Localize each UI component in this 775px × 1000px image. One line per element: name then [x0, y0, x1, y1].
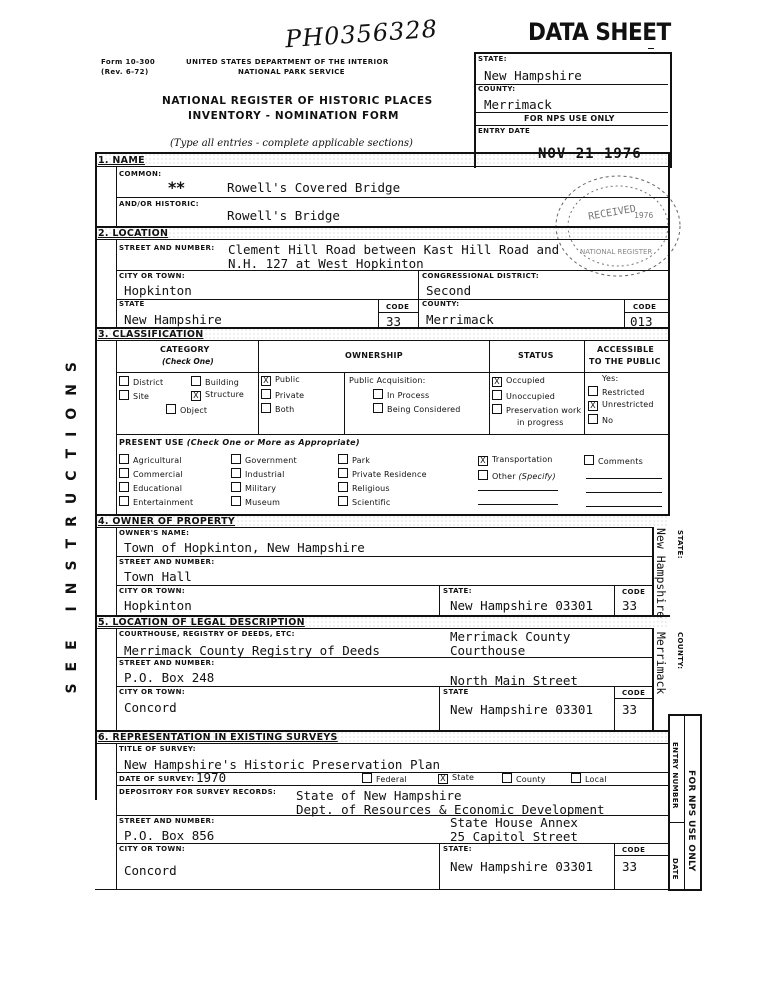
accessible-header-2: TO THE PUBLIC	[589, 357, 661, 366]
survey-state[interactable]: X State	[438, 773, 474, 784]
survey-title: New Hampshire's Historic Preservation Plan	[124, 757, 441, 772]
owner-city: Hopkinton	[124, 598, 192, 613]
legal-street: P.O. Box 248	[124, 670, 215, 685]
acq-being-considered[interactable]: Being Considered	[373, 403, 461, 414]
use-government[interactable]: Government	[231, 454, 297, 465]
survey-street: P.O. Box 856	[124, 828, 215, 843]
use-agricultural[interactable]: Agricultural	[119, 454, 182, 465]
legal-code: 33	[622, 702, 638, 717]
owner-side-state-label: STATE:	[676, 530, 684, 559]
legal-side-county: Merrimack	[654, 632, 668, 695]
stamp-register: NATIONAL REGISTER	[580, 248, 653, 256]
survey-date: 1970	[196, 770, 227, 785]
courthouse-line2a: Merrimack County	[450, 629, 571, 644]
entry-date-stamp: NOV 21 1976	[538, 146, 642, 162]
owner-name-label: OWNER'S NAME:	[119, 529, 190, 537]
section-5-heading: 5. LOCATION OF LEGAL DESCRIPTION	[98, 617, 305, 628]
ownership-public[interactable]: X Public	[261, 375, 300, 386]
survey-state-label: STATE:	[443, 845, 472, 853]
legal-state: New Hampshire 03301	[450, 702, 593, 717]
owner-code-label: CODE	[622, 588, 646, 596]
owner-state: New Hampshire 03301	[450, 598, 593, 613]
loc-street-line1: Clement Hill Road between Kast Hill Road and	[228, 242, 560, 257]
status-unoccupied[interactable]: Unoccupied	[492, 390, 555, 401]
legal-street-label: STREET AND NUMBER:	[119, 659, 215, 667]
courthouse: Merrimack County Registry of Deeds	[124, 643, 380, 658]
survey-city: Concord	[124, 863, 177, 878]
owner-side-state: New Hampshire	[654, 528, 668, 619]
legal-city: Concord	[124, 700, 177, 715]
loc-county-label: COUNTY:	[422, 300, 460, 308]
survey-county[interactable]: County	[502, 773, 546, 784]
owner-city-label: CITY OR TOWN:	[119, 587, 186, 595]
legal-city-label: CITY OR TOWN:	[119, 688, 186, 696]
agency-line2: NATIONAL PARK SERVICE	[238, 68, 345, 76]
entry-date-label: ENTRY DATE	[478, 127, 531, 135]
acq-in-process[interactable]: In Process	[373, 389, 429, 400]
use-scientific[interactable]: Scientific	[338, 496, 391, 507]
status-occupied[interactable]: X Occupied	[492, 376, 545, 387]
historic-label: AND/OR HISTORIC:	[119, 200, 199, 208]
use-private-residence[interactable]: Private Residence	[338, 468, 427, 479]
section-6-heading: 6. REPRESENTATION IN EXISTING SURVEYS	[98, 732, 338, 743]
loc-state-label: STATE	[119, 300, 145, 308]
side-nps-use-only: FOR NPS USE ONLY	[686, 770, 696, 872]
survey-state-value: New Hampshire 03301	[450, 859, 593, 874]
owner-state-label: STATE:	[443, 587, 472, 595]
section-4-heading: 4. OWNER OF PROPERTY	[98, 516, 236, 527]
accessible-unrestricted[interactable]: X Unrestricted	[588, 400, 654, 411]
survey-code: 33	[622, 859, 638, 874]
use-industrial[interactable]: Industrial	[231, 468, 285, 479]
use-park[interactable]: Park	[338, 454, 370, 465]
accessible-restricted[interactable]: Restricted	[588, 386, 644, 397]
category-building[interactable]: Building	[191, 376, 239, 387]
see-instructions: SEE INSTRUCTIONS	[64, 350, 80, 694]
loc-city-label: CITY OR TOWN:	[119, 272, 186, 280]
accessible-header-1: ACCESSIBLE	[597, 345, 655, 354]
top-county-value: Merrimack	[484, 97, 552, 112]
use-military[interactable]: Military	[231, 482, 276, 493]
category-site[interactable]: Site	[119, 390, 149, 401]
loc-county-code: 013	[630, 314, 653, 329]
stamp-received: RECEIVED	[587, 203, 637, 223]
check-one-note: (Check One)	[162, 357, 214, 366]
common-name: Rowell's Covered Bridge	[227, 180, 401, 195]
ownership-private[interactable]: Private	[261, 389, 304, 400]
use-entertainment[interactable]: Entertainment	[119, 496, 193, 507]
congressional-district: Second	[426, 283, 472, 298]
loc-state: New Hampshire	[124, 312, 222, 327]
category-district[interactable]: District	[119, 376, 163, 387]
survey-street-label: STREET AND NUMBER:	[119, 817, 215, 825]
section-1-heading: 1. NAME	[98, 155, 145, 166]
data-sheet-title: DATA SHEET	[528, 18, 671, 46]
status-preservation[interactable]: Preservation work	[492, 404, 581, 415]
loc-street-label: STREET AND NUMBER:	[119, 244, 215, 252]
depository-line2: Dept. of Resources & Economic Development	[296, 802, 605, 817]
ownership-both[interactable]: Both	[261, 403, 294, 414]
section-3-heading: 3. CLASSIFICATION	[98, 329, 204, 340]
accessible-yes: Yes:	[602, 374, 619, 383]
side-entry-number: ENTRY NUMBER	[671, 742, 679, 809]
depository-line1: State of New Hampshire	[296, 788, 462, 803]
legal-state-label: STATE	[443, 688, 469, 696]
type-instructions: (Type all entries - complete applicable sections)	[170, 138, 413, 149]
use-commercial[interactable]: Commercial	[119, 468, 183, 479]
common-mark: **	[168, 178, 185, 197]
owner-name: Town of Hopkinton, New Hampshire	[124, 540, 365, 555]
section-2-heading: 2. LOCATION	[98, 228, 169, 239]
handwritten-id: PH0356328	[284, 14, 439, 54]
owner-street: Town Hall	[124, 569, 192, 584]
status-in-progress: in progress	[517, 418, 564, 427]
courthouse-line2b: Courthouse	[450, 643, 526, 658]
survey-city-label: CITY OR TOWN:	[119, 845, 186, 853]
common-label: COMMON:	[119, 170, 162, 178]
loc-city: Hopkinton	[124, 283, 192, 298]
status-header: STATUS	[518, 351, 554, 360]
survey-date-label: DATE OF SURVEY:	[119, 775, 195, 783]
use-educational[interactable]: Educational	[119, 482, 182, 493]
historic-name: Rowell's Bridge	[227, 208, 340, 223]
form-title-line1: NATIONAL REGISTER OF HISTORIC PLACES	[162, 95, 433, 107]
survey-title-label: TITLE OF SURVEY:	[119, 745, 196, 753]
side-date: DATE	[671, 858, 679, 880]
survey-street2a: State House Annex	[450, 815, 578, 830]
ownership-header: OWNERSHIP	[345, 351, 403, 360]
top-state-value: New Hampshire	[484, 68, 582, 83]
use-comments[interactable]: Comments	[584, 455, 643, 466]
legal-code-label: CODE	[622, 689, 646, 697]
top-county-label: COUNTY:	[478, 85, 516, 93]
loc-county-code-label: CODE	[633, 303, 657, 311]
top-state-label: STATE:	[478, 55, 507, 63]
category-object[interactable]: Object	[166, 404, 207, 415]
owner-code: 33	[622, 598, 638, 613]
survey-federal[interactable]: Federal	[362, 773, 407, 784]
form-revision: (Rev. 6-72)	[101, 68, 149, 76]
survey-local[interactable]: Local	[571, 773, 607, 784]
owner-street-label: STREET AND NUMBER:	[119, 558, 215, 566]
courthouse-label: COURTHOUSE, REGISTRY OF DEEDS, ETC:	[119, 630, 295, 638]
present-use-label: PRESENT USE (Check One or More as Appropriate)	[119, 438, 360, 447]
stamp-year: 1976	[634, 211, 654, 220]
form-title-line2: INVENTORY - NOMINATION FORM	[188, 110, 400, 122]
category-header: CATEGORY	[160, 345, 210, 354]
category-structure[interactable]: X Structure	[191, 390, 244, 401]
survey-street2b: 25 Capitol Street	[450, 829, 578, 844]
form-number: Form 10-300	[101, 58, 156, 66]
use-transportation[interactable]: X Transportation	[478, 455, 553, 466]
agency-line1: UNITED STATES DEPARTMENT OF THE INTERIOR	[186, 58, 389, 66]
loc-county: Merrimack	[426, 312, 494, 327]
for-nps-use-only: FOR NPS USE ONLY	[524, 114, 615, 123]
use-other[interactable]: Other (Specify)	[478, 470, 556, 481]
accessible-no[interactable]: No	[588, 414, 613, 425]
legal-side-county-label: COUNTY:	[676, 632, 684, 670]
loc-state-code: 33	[386, 314, 402, 329]
use-museum[interactable]: Museum	[231, 496, 280, 507]
use-religious[interactable]: Religious	[338, 482, 390, 493]
loc-street-line2: N.H. 127 at West Hopkinton	[228, 256, 424, 271]
public-acquisition-label: Public Acquisition:	[349, 376, 426, 385]
depository-label: DEPOSITORY FOR SURVEY RECORDS:	[119, 788, 277, 796]
loc-state-code-label: CODE	[386, 303, 410, 311]
congressional-label: CONGRESSIONAL DISTRICT:	[422, 272, 540, 280]
survey-code-label: CODE	[622, 846, 646, 854]
legal-street2: North Main Street	[450, 673, 578, 688]
